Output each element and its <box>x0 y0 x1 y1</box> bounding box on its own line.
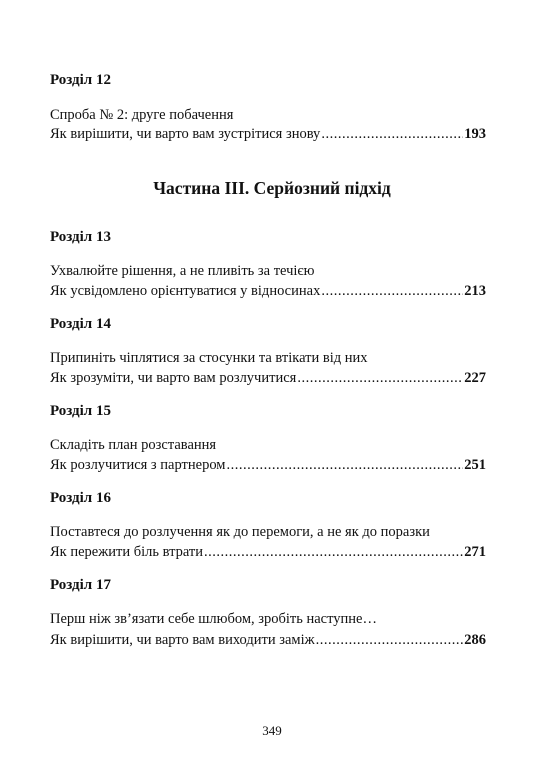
dot-leader <box>297 369 463 387</box>
chapter-15-subtitle: Як розлучитися з партнером <box>50 457 226 473</box>
dot-leader <box>204 543 463 561</box>
chapter-13-toc-line <box>50 282 486 300</box>
chapter-17-toc-line <box>50 631 486 649</box>
chapter-14-page: 227 <box>464 370 486 386</box>
chapter-13-title: Ухвалюйте рішення, а не пливіть за течією <box>50 263 315 279</box>
chapter-17-title: Перш ніж зв’язати себе шлюбом, зробіть наступне… <box>50 611 377 627</box>
chapter-13-page: 213 <box>464 283 486 299</box>
chapter-17-page: 286 <box>464 632 486 648</box>
dot-leader <box>321 282 463 300</box>
chapter-15-heading: Розділ 15 <box>50 403 111 419</box>
chapter-17-heading: Розділ 17 <box>50 577 111 593</box>
dot-leader <box>316 631 464 649</box>
chapter-16-subtitle: Як пережити біль втрати <box>50 544 204 560</box>
chapter-15-title: Складіть план розставання <box>50 437 217 453</box>
chapter-12-toc-line <box>50 125 486 143</box>
chapter-15-toc-line <box>50 456 486 474</box>
chapter-12-page: 193 <box>464 126 486 142</box>
chapter-16-title: Поставтеся до розлучення як до перемоги, а не як до поразки <box>50 524 430 540</box>
part-heading: Частина III. Серйозний підхід <box>153 178 391 198</box>
page-number: 349 <box>262 723 282 738</box>
chapter-14-toc-line <box>50 369 486 387</box>
chapter-13-subtitle: Як усвідомлено орієнтуватися у відносинах <box>50 283 321 299</box>
chapter-17-subtitle: Як вирішити, чи варто вам виходити заміж <box>50 632 315 648</box>
chapter-12-heading: Розділ 12 <box>50 72 111 88</box>
chapter-12-title: Спроба № 2: друге побачення <box>50 107 234 123</box>
chapter-16-heading: Розділ 16 <box>50 490 111 506</box>
dot-leader <box>321 125 463 143</box>
chapter-14-title: Припиніть чіплятися за стосунки та втікати від них <box>50 350 368 366</box>
chapter-16-toc-line <box>50 543 486 561</box>
dot-leader <box>226 456 463 474</box>
chapter-16-page: 271 <box>464 544 486 560</box>
chapter-12-subtitle: Як вирішити, чи варто вам зустрітися знову <box>50 126 321 142</box>
chapter-14-subtitle: Як зрозуміти, чи варто вам розлучитися <box>50 370 297 386</box>
chapter-14-heading: Розділ 14 <box>50 316 111 332</box>
chapter-15-page: 251 <box>464 457 486 473</box>
chapter-13-heading: Розділ 13 <box>50 229 111 245</box>
